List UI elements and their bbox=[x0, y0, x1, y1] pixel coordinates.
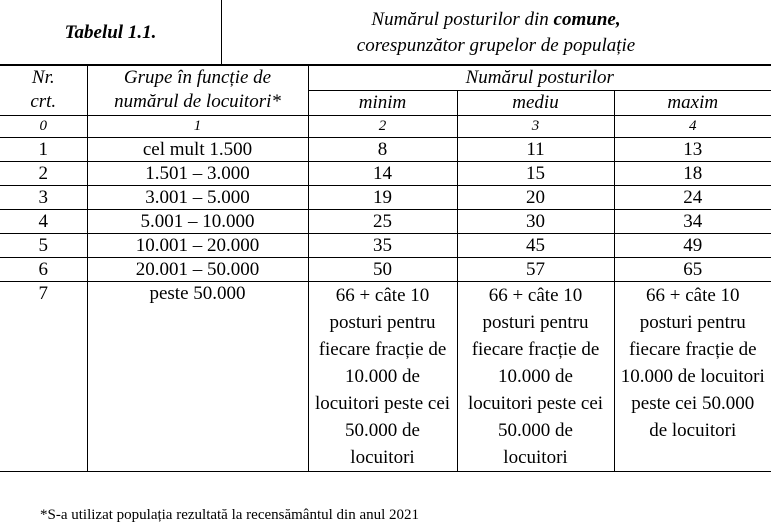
cell-avg: 20 bbox=[457, 186, 614, 210]
col-header-min: minim bbox=[308, 91, 457, 116]
cell-max: 18 bbox=[614, 162, 771, 186]
cell-min: 35 bbox=[308, 234, 457, 258]
table-header-block bbox=[0, 0, 771, 65]
cell-group: 3.001 – 5.000 bbox=[87, 186, 308, 210]
cell-max: 65 bbox=[614, 258, 771, 282]
table-footnote: *S-a utilizat populația rezultată la recensământul din anul 2021 bbox=[40, 507, 420, 523]
table-row-last bbox=[0, 282, 771, 472]
cell-min: 8 bbox=[308, 138, 457, 162]
cell-min: 19 bbox=[308, 186, 457, 210]
cell-avg: 11 bbox=[457, 138, 614, 162]
col-header-posts: Numărul posturilor bbox=[308, 66, 771, 91]
cell-nr: 3 bbox=[0, 186, 87, 210]
index-cell: 3 bbox=[457, 116, 614, 138]
cell-nr: 2 bbox=[0, 162, 87, 186]
cell-max: 49 bbox=[614, 234, 771, 258]
table-row bbox=[0, 162, 771, 186]
cell-max: 34 bbox=[614, 210, 771, 234]
col-header-group bbox=[87, 66, 308, 116]
col-header-avg: mediu bbox=[457, 91, 614, 116]
cell-nr: 7 bbox=[0, 282, 87, 472]
cell-min: 25 bbox=[308, 210, 457, 234]
cell-group: 10.001 – 20.000 bbox=[87, 234, 308, 258]
cell-max: 66 + câte 10 posturi pentru fiecare fracție de 10.000 de locuitori peste cei 50.000 de locuitori bbox=[614, 282, 771, 472]
table-row bbox=[0, 258, 771, 282]
posts-table bbox=[0, 65, 771, 472]
table-title-line2: corespunzător grupelor de populație bbox=[356, 34, 636, 56]
cell-max: 13 bbox=[614, 138, 771, 162]
cell-min: 66 + câte 10 posturi pentru fiecare fracție de 10.000 de locuitori peste cei 50.000 de locuitori bbox=[308, 282, 457, 472]
table-row bbox=[0, 138, 771, 162]
cell-group: 5.001 – 10.000 bbox=[87, 210, 308, 234]
cell-avg: 15 bbox=[457, 162, 614, 186]
header-divider-vertical bbox=[221, 0, 222, 65]
cell-avg: 66 + câte 10 posturi pentru fiecare fracție de 10.000 de locuitori peste cei 50.000 de locuitori bbox=[457, 282, 614, 472]
col-header-group-line2: numărul de locuitori* bbox=[114, 91, 281, 112]
table-row bbox=[0, 234, 771, 258]
table-title-line1 bbox=[371, 7, 620, 33]
cell-group: cel mult 1.500 bbox=[87, 138, 308, 162]
table-row bbox=[0, 186, 771, 210]
cell-group: 20.001 – 50.000 bbox=[87, 258, 308, 282]
index-row bbox=[0, 116, 771, 138]
cell-min: 50 bbox=[308, 258, 457, 282]
cell-avg: 45 bbox=[457, 234, 614, 258]
index-cell: 1 bbox=[87, 116, 308, 138]
title-prefix: Numărul posturilor din bbox=[371, 8, 554, 30]
index-cell: 0 bbox=[0, 116, 87, 138]
cell-group: 1.501 – 3.000 bbox=[87, 162, 308, 186]
table-title bbox=[221, 0, 771, 65]
col-header-max: maxim bbox=[614, 91, 771, 116]
title-bold-word: comune, bbox=[553, 8, 621, 30]
col-header-nr bbox=[0, 66, 87, 116]
cell-nr: 4 bbox=[0, 210, 87, 234]
table-row bbox=[0, 210, 771, 234]
cell-avg: 30 bbox=[457, 210, 614, 234]
cell-nr: 5 bbox=[0, 234, 87, 258]
cell-group: peste 50.000 bbox=[87, 282, 308, 472]
cell-nr: 1 bbox=[0, 138, 87, 162]
cell-avg: 57 bbox=[457, 258, 614, 282]
header-row-1 bbox=[0, 66, 771, 91]
cell-min: 14 bbox=[308, 162, 457, 186]
index-cell: 4 bbox=[614, 116, 771, 138]
index-cell: 2 bbox=[308, 116, 457, 138]
table-caption: Tabelul 1.1. bbox=[64, 21, 157, 43]
col-header-nr-line2: crt. bbox=[30, 91, 57, 112]
cell-nr: 6 bbox=[0, 258, 87, 282]
cell-max: 24 bbox=[614, 186, 771, 210]
col-header-nr-line1: Nr. bbox=[31, 67, 55, 88]
col-header-group-line1: Grupe în funcție de bbox=[123, 67, 272, 88]
